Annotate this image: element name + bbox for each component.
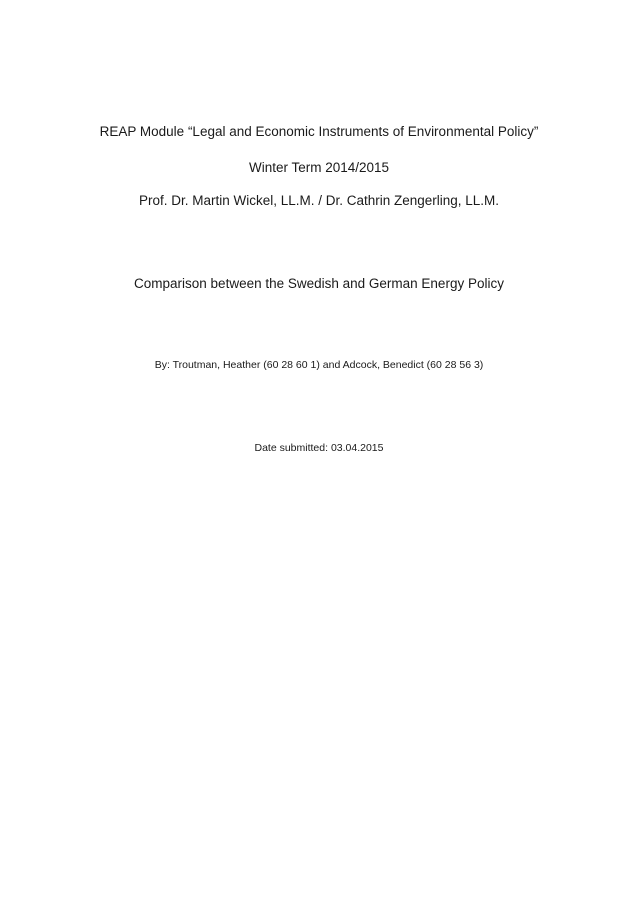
date-submitted-line: Date submitted: 03.04.2015 <box>254 442 384 454</box>
paper-title: Comparison between the Swedish and German Energy Policy <box>134 276 504 291</box>
instructors-line: Prof. Dr. Martin Wickel, LL.M. / Dr. Cathrin Zengerling, LL.M. <box>138 193 500 208</box>
module-line: REAP Module “Legal and Economic Instruments of Environmental Policy” <box>99 124 539 139</box>
term-line: Winter Term 2014/2015 <box>248 160 390 175</box>
authors-line: By: Troutman, Heather (60 28 60 1) and Adcock, Benedict (60 28 56 3) <box>154 359 484 371</box>
